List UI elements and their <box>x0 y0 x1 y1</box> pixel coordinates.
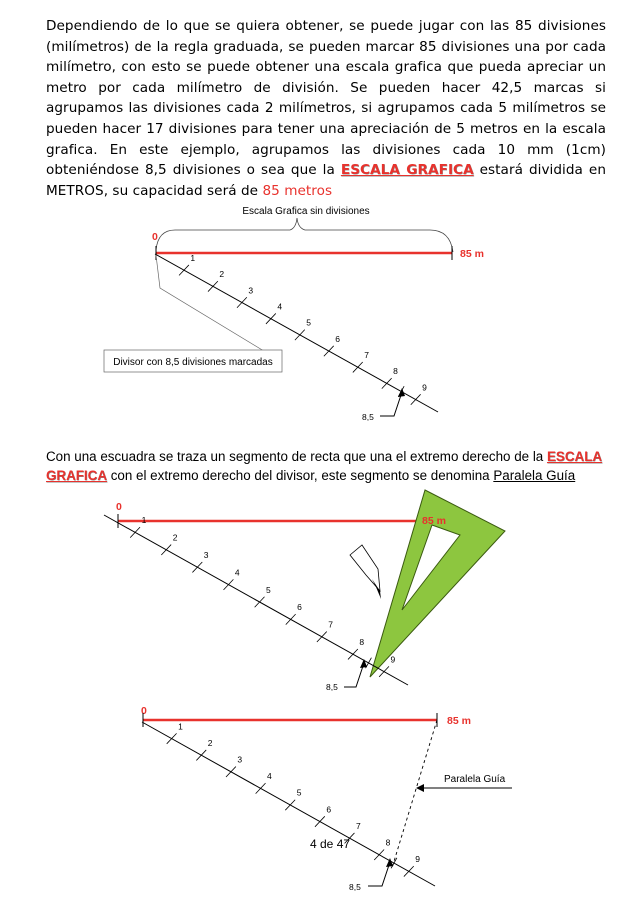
parallel-guide-line <box>392 720 437 868</box>
fig1-tick-label-5: 5 <box>306 317 312 328</box>
fig1-tick-label-8: 8 <box>393 366 398 377</box>
fig2-tick-label-9: 9 <box>390 654 396 665</box>
fig1-tick-label-9: 9 <box>422 382 427 393</box>
fig2-tick-3 <box>192 562 202 572</box>
fig1-tick-label-6: 6 <box>335 333 340 344</box>
fig1-tick-1 <box>179 265 189 275</box>
fig3-tick-4 <box>256 783 266 793</box>
fig2-tick-8 <box>348 649 358 659</box>
fig1-tick-label-4: 4 <box>277 301 283 312</box>
escala-grafica-highlight-2: ESCALA GRAFICA <box>46 449 603 483</box>
fig3-tick-9 <box>404 866 414 876</box>
figure-scale-without-divisions <box>0 200 638 420</box>
escuadra-text-2: con el extremo derecho del divisor, este segmento se denomina <box>107 467 494 483</box>
figure1-zero-label: 0 <box>152 231 158 243</box>
fig2-tick-9 <box>379 666 389 676</box>
fig3-tick-label-5: 5 <box>296 787 302 798</box>
fig3-tick-8 <box>374 850 384 860</box>
fig1-tick-2 <box>208 281 218 291</box>
fig2-tick-label-2: 2 <box>172 532 178 543</box>
pencil-icon <box>350 545 380 591</box>
figure3-end-label: 85 m <box>447 715 471 727</box>
fig1-tick-5 <box>295 330 305 340</box>
intro-text-1: Dependiendo de lo que se quiera obtener, se puede jugar con las 85 divisiones (milímetros) de la regla graduada, se pueden marcar 85 divisiones una por cada milímetro, con esto se puede obtener una escala grafica que pueda apreciar un metro por cada milímetro de división. Se pueden hacer 42,5 marcas si agrupamos las divisiones cada 2 milímetros, si agrupamos cada 5 milímetros se pueden hacer 17 divisiones para tener una apreciación de 5 metros en la escala grafica. En este ejemplo, agrupamos las divisiones cada 10 mm (1cm) obteniéndose 8,5 divisiones o sea que la <box>46 18 606 179</box>
fig2-tick-4 <box>224 579 234 589</box>
fig2-tick-7 <box>317 632 327 642</box>
figure3-zero-label: 0 <box>141 705 147 717</box>
figure1-end-label: 85 m <box>460 248 484 260</box>
fig2-tick-1 <box>130 527 140 537</box>
divider-ticks <box>179 253 427 405</box>
figure2-zero-label: 0 <box>116 501 122 513</box>
fig3-tick-label-4: 4 <box>267 771 272 782</box>
figure1-divider-label: Divisor con 8,5 divisiones marcadas <box>113 357 273 368</box>
paralela-guia-term: Paralela Guía <box>493 467 576 483</box>
fig3-tick-5 <box>285 800 295 810</box>
fig1-tick-label-1: 1 <box>190 252 196 263</box>
fig2-tick-label-7: 7 <box>328 619 334 630</box>
fig3-tick-6 <box>315 816 325 826</box>
fig3-tick-label-8: 8 <box>385 837 391 848</box>
page-number: 4 de 47 <box>310 837 351 851</box>
diagonal-divider <box>155 254 438 412</box>
fig3-tick-2 <box>196 750 206 760</box>
fig1-tick-label-3: 3 <box>248 285 254 296</box>
fig3-tick-end <box>391 858 397 868</box>
figure3-end-mark: 8,5 <box>349 882 361 892</box>
fig1-tick-6 <box>324 346 334 356</box>
divider-ticks-2 <box>130 515 395 677</box>
fig1-tick-label-7: 7 <box>364 349 369 360</box>
intro-paragraph <box>46 16 606 201</box>
fig3-tick-label-3: 3 <box>237 754 243 765</box>
capacity-value: 85 metros <box>262 182 333 199</box>
fig1-tick-8 <box>382 378 392 388</box>
figure1-end-mark: 8,5 <box>362 412 374 422</box>
divider-ticks-3 <box>167 721 421 876</box>
fig1-tick-3 <box>237 297 247 307</box>
fig2-tick-label-3: 3 <box>203 549 209 560</box>
escuadra-paragraph <box>46 448 606 485</box>
fig1-tick-9 <box>411 394 421 404</box>
fig2-tick-6 <box>286 614 296 624</box>
fig1-tick-4 <box>266 313 276 323</box>
fig3-tick-label-1: 1 <box>178 721 183 732</box>
fig3-tick-label-2: 2 <box>207 737 213 748</box>
fig1-tick-7 <box>353 362 363 372</box>
fig2-tick-2 <box>161 545 171 555</box>
fig2-tick-label-5: 5 <box>266 584 271 595</box>
escuadra-text-1: Con una escuadra se traza un segmento de recta que una el extremo derecho de la <box>46 449 547 464</box>
figure-set-square <box>0 495 638 695</box>
end-mark-arrowhead-2 <box>360 659 367 668</box>
fig2-tick-label-4: 4 <box>234 567 240 578</box>
fig3-tick-label-7: 7 <box>355 820 361 831</box>
diagonal-divider-2 <box>104 515 408 685</box>
figure-parallel-guide <box>0 700 638 900</box>
fig2-tick-label-1: 1 <box>141 515 147 526</box>
fig2-tick-5 <box>255 597 265 607</box>
fig2-tick-label-8: 8 <box>359 636 365 647</box>
figure2-end-mark: 8,5 <box>326 682 338 692</box>
figure3-guide-label: Paralela Guía <box>444 774 506 785</box>
escala-grafica-highlight: ESCALA GRAFICA <box>340 162 474 179</box>
figure2-end-label: 85 m <box>422 515 446 527</box>
fig3-tick-label-6: 6 <box>326 804 332 815</box>
figure1-title: Escala Grafica sin divisiones <box>242 206 370 217</box>
fig2-tick-label-6: 6 <box>297 602 302 613</box>
fig3-tick-3 <box>226 767 236 777</box>
fig1-tick-label-2: 2 <box>219 269 225 280</box>
intro-text-2: estará dividida en METROS, su capacidad será de <box>46 162 606 199</box>
fig3-tick-label-9: 9 <box>415 854 421 865</box>
brace <box>156 218 453 252</box>
fig3-tick-1 <box>167 733 177 743</box>
